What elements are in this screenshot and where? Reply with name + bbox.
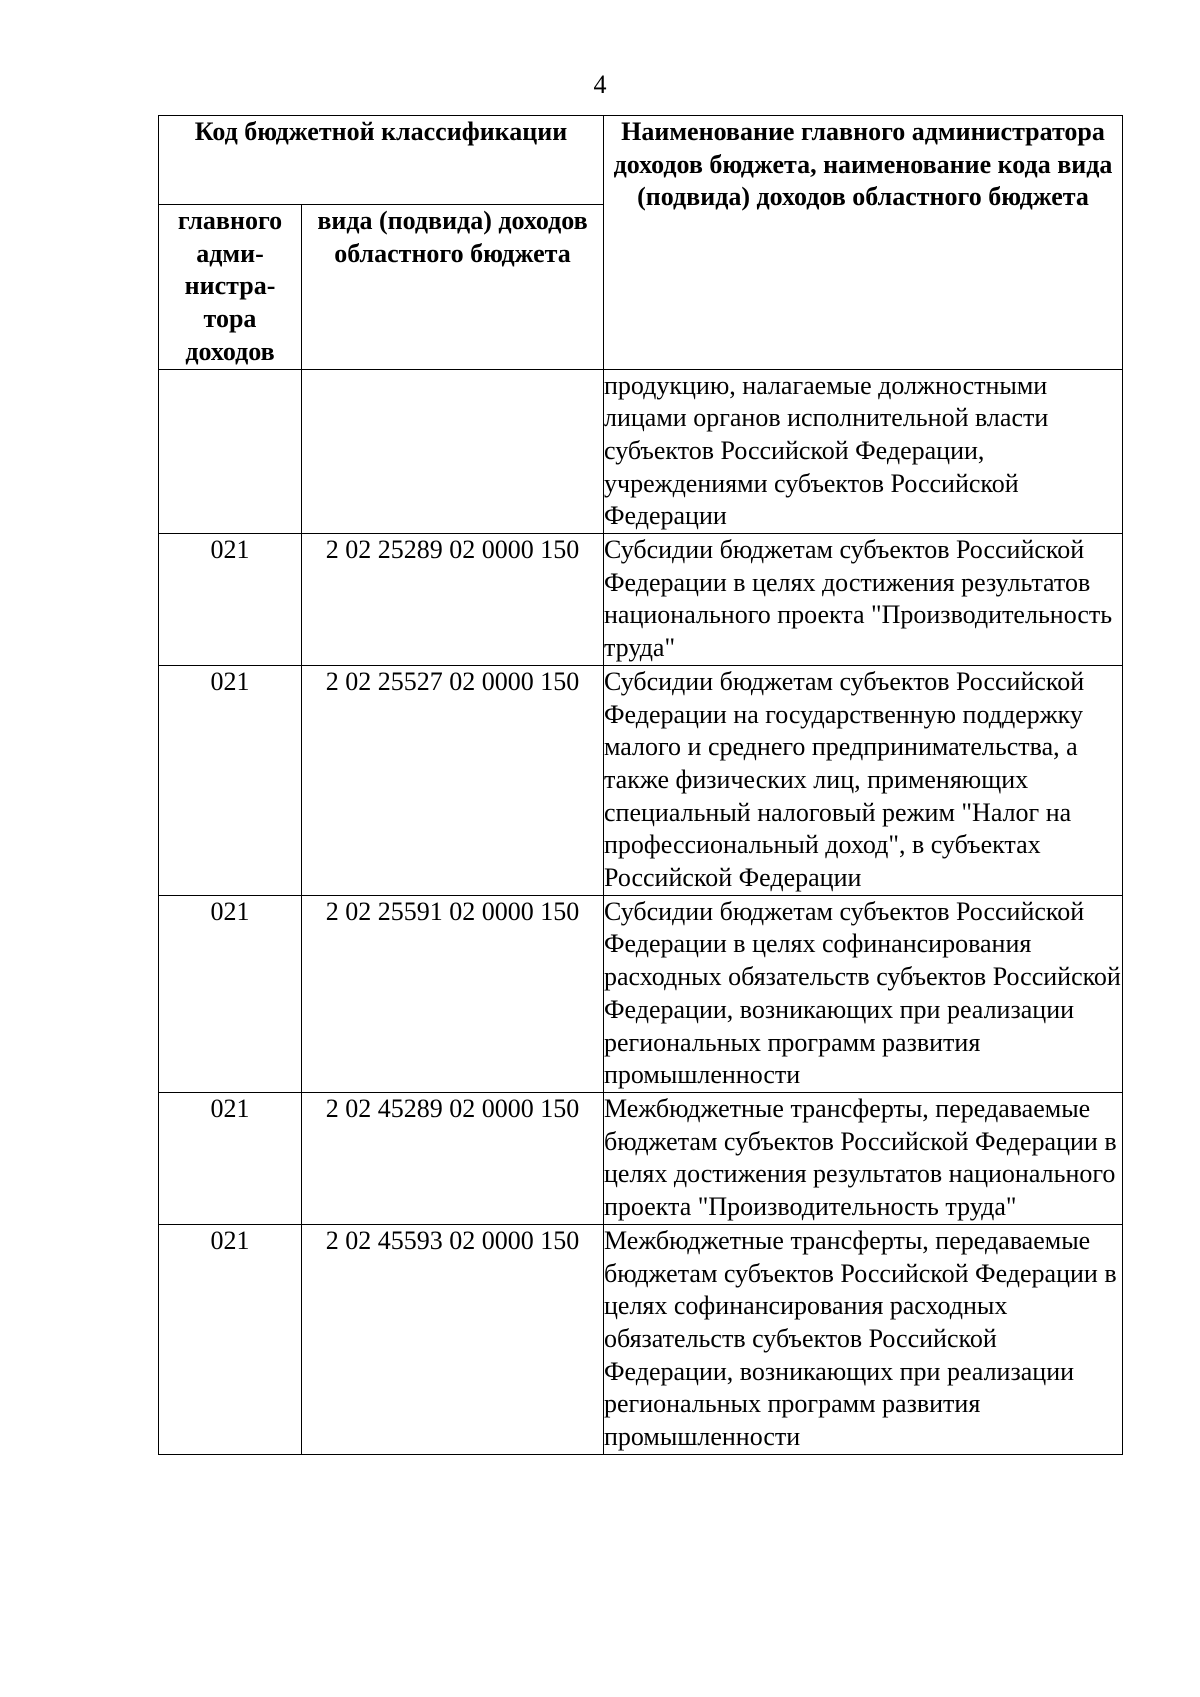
revenue-name-cell: Субсидии бюджетам субъектов Российской Федерации на государственную поддержку малого и среднего предпринимательства, а также физических лиц, применяющих специальный налоговый режим "Налог на профессиональный доход", в субъектах Российской Федерации [604, 665, 1123, 895]
header-admin-line: доходов [185, 336, 275, 366]
table-row [159, 895, 1123, 1092]
revenue-name-cell: Субсидии бюджетам субъектов Российской Федерации в целях софинансирования расходных обязательств субъектов Российской Федерации, возникающих при реализации региональных программ развития промышленности [604, 895, 1123, 1092]
revenue-name-cell: Субсидии бюджетам субъектов Российской Федерации в целях достижения результатов национального проекта "Производительность труда" [604, 534, 1123, 666]
revenue-code-cell: 2 02 25591 02 0000 150 [302, 895, 604, 1092]
table-row [159, 369, 1123, 534]
revenue-name-cell: Межбюджетные трансферты, передаваемые бюджетам субъектов Российской Федерации в целях софинансирования расходных обязательств субъектов Российской Федерации, возникающих при реализации региональных программ развития промышленности [604, 1224, 1123, 1454]
revenue-name-cell: Межбюджетные трансферты, передаваемые бюджетам субъектов Российской Федерации в целях достижения результатов национального проекта "Производительность труда" [604, 1092, 1123, 1224]
header-admin-line: нистра- [184, 271, 276, 301]
header-admin-line: главного [177, 206, 283, 235]
admin-code-cell: 021 [159, 665, 302, 895]
revenue-code-cell [302, 369, 604, 534]
admin-code-cell: 021 [159, 895, 302, 1092]
header-row-group [159, 116, 1123, 205]
admin-code-cell: 021 [159, 1224, 302, 1454]
revenue-code-cell: 2 02 25527 02 0000 150 [302, 665, 604, 895]
budget-classification-table [158, 115, 1123, 1455]
header-admin-line: адми- [196, 238, 264, 268]
page-number: 4 [593, 70, 607, 99]
admin-code-cell [159, 369, 302, 534]
table-row [159, 534, 1123, 666]
header-main-administrator [159, 205, 302, 370]
revenue-code-cell: 2 02 25289 02 0000 150 [302, 534, 604, 666]
header-admin-line: тора [203, 304, 257, 334]
revenue-name-cell: продукцию, налагаемые должностными лицами органов исполнительной власти субъектов Российской Федерации, учреждениями субъектов Российской Федерации [604, 369, 1123, 534]
header-administrator-name: Наименование главного администратора доходов бюджета, наименование кода вида (подвида) доходов областного бюджета [604, 116, 1123, 370]
admin-code-cell: 021 [159, 534, 302, 666]
table-row [159, 1224, 1123, 1454]
header-classification-code: Код бюджетной классификации [159, 116, 604, 205]
admin-code-cell: 021 [159, 1092, 302, 1224]
revenue-code-cell: 2 02 45289 02 0000 150 [302, 1092, 604, 1224]
table-row [159, 665, 1123, 895]
header-revenue-type: вида (подвида) доходов областного бюджета [302, 205, 604, 370]
revenue-code-cell: 2 02 45593 02 0000 150 [302, 1224, 604, 1454]
table-row [159, 1092, 1123, 1224]
